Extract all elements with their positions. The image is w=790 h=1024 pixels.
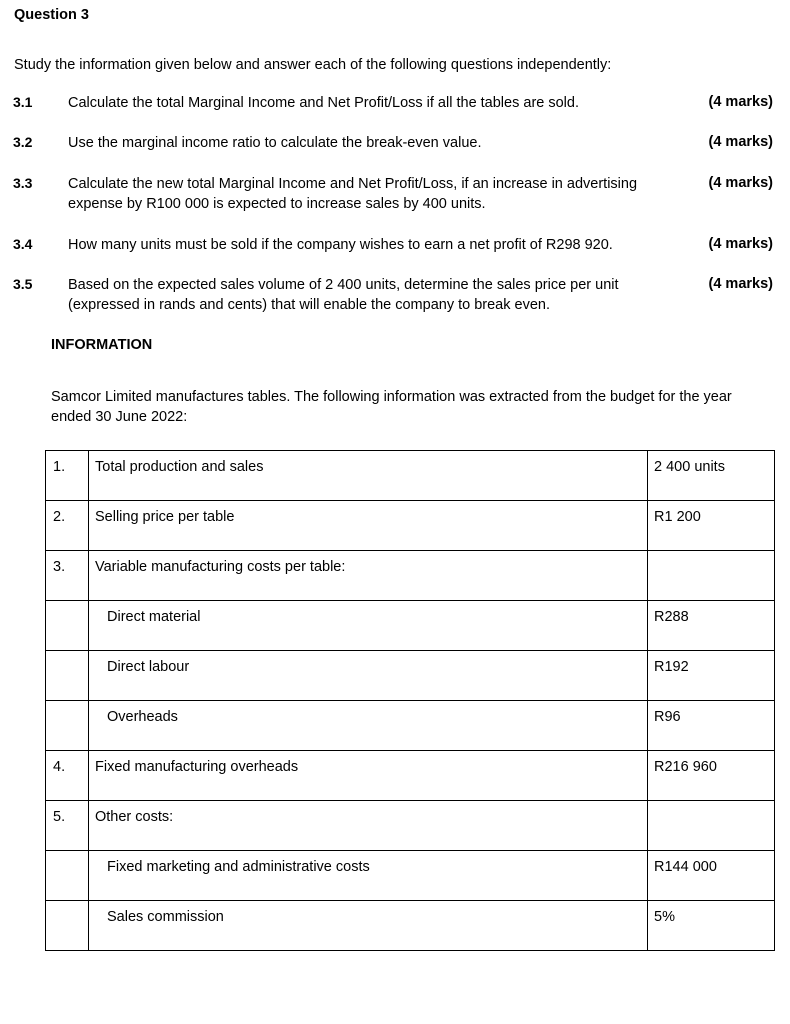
question-number: 3.1	[13, 94, 33, 110]
row-number	[46, 601, 89, 651]
row-number	[46, 901, 89, 951]
question-marks: (4 marks)	[708, 94, 773, 110]
question-number: 3.5	[13, 276, 33, 292]
table-row	[46, 751, 775, 801]
table-row	[46, 551, 775, 601]
row-label: Total production and sales	[89, 451, 648, 501]
question-marks: (4 marks)	[708, 276, 773, 292]
question-text: Based on the expected sales volume of 2 400 units, determine the sales price per unit (expressed in rands and cents) that will enable the company to break even.	[68, 277, 619, 313]
information-heading: INFORMATION	[51, 337, 153, 353]
row-value: 2 400 units	[648, 451, 775, 501]
row-value: R216 960	[648, 751, 775, 801]
row-number: 4.	[46, 751, 89, 801]
row-label: Variable manufacturing costs per table:	[89, 551, 648, 601]
question-marks: (4 marks)	[708, 175, 773, 191]
question-text: Use the marginal income ratio to calculate the break-even value.	[68, 135, 482, 151]
row-label: Other costs:	[89, 801, 648, 851]
row-label: Selling price per table	[89, 501, 648, 551]
table-row	[46, 701, 775, 751]
row-number	[46, 651, 89, 701]
information-text: Samcor Limited manufactures tables. The following information was extracted from the budget for the year ended 30 June 2022:	[51, 389, 732, 425]
row-label: Direct material	[89, 601, 648, 651]
table-row	[46, 801, 775, 851]
information-table	[45, 450, 775, 951]
table-row	[46, 851, 775, 901]
row-number	[46, 851, 89, 901]
row-label: Fixed manufacturing overheads	[89, 751, 648, 801]
question-text: How many units must be sold if the company wishes to earn a net profit of R298 920.	[68, 237, 613, 253]
row-number: 2.	[46, 501, 89, 551]
row-number: 5.	[46, 801, 89, 851]
question-marks: (4 marks)	[708, 236, 773, 252]
row-label: Direct labour	[89, 651, 648, 701]
row-label: Sales commission	[89, 901, 648, 951]
intro-text: Study the information given below and answer each of the following questions independently:	[14, 57, 612, 73]
question-number: 3.2	[13, 134, 33, 150]
table-row	[46, 601, 775, 651]
page-title: Question 3	[14, 7, 89, 23]
row-label: Fixed marketing and administrative costs	[89, 851, 648, 901]
row-label: Overheads	[89, 701, 648, 751]
table-row	[46, 651, 775, 701]
question-marks: (4 marks)	[708, 134, 773, 150]
row-value: 5%	[648, 901, 775, 951]
question-text: Calculate the new total Marginal Income and Net Profit/Loss, if an increase in advertising expense by R100 000 is expected to increase sales by 400 units.	[68, 176, 638, 212]
row-value: R288	[648, 601, 775, 651]
row-value: R96	[648, 701, 775, 751]
table-row	[46, 901, 775, 951]
table-row	[46, 451, 775, 501]
row-number: 3.	[46, 551, 89, 601]
row-number: 1.	[46, 451, 89, 501]
row-value	[648, 801, 775, 851]
row-value: R144 000	[648, 851, 775, 901]
row-number	[46, 701, 89, 751]
row-value: R1 200	[648, 501, 775, 551]
question-number: 3.3	[13, 175, 33, 191]
question-number: 3.4	[13, 236, 33, 252]
row-value	[648, 551, 775, 601]
row-value: R192	[648, 651, 775, 701]
question-text: Calculate the total Marginal Income and Net Profit/Loss if all the tables are sold.	[68, 95, 579, 111]
table-row	[46, 501, 775, 551]
